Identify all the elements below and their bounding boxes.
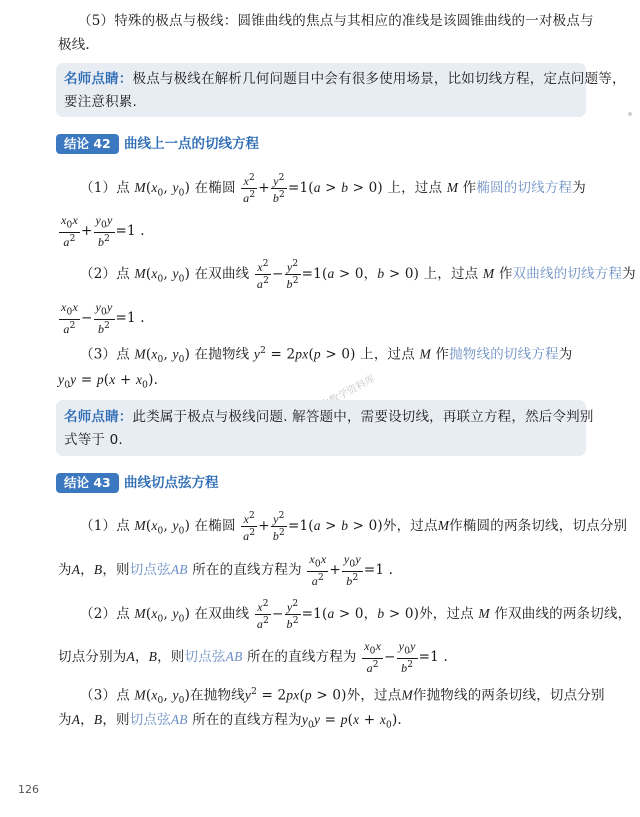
page-number: 126 bbox=[18, 783, 39, 796]
tip-line: 要注意积累. bbox=[64, 94, 137, 110]
formula-line: $\frac{x_0x}{a^2}$ + $\frac{y_0y}{b^2}$ =1 . bbox=[61, 213, 145, 250]
section-badge: 结论 43 bbox=[56, 473, 119, 493]
paragraph-line: 极线. bbox=[58, 37, 90, 53]
tip-line: 式等于 0. bbox=[64, 432, 123, 448]
item-line: （1）点 $M(x_0$, $y_0$) 在椭圆 $\frac{x^2}{a^2}$ + $\frac{y^2}{b^2}$ =1(a > b > 0)外，过点M作椭圆的两条切线，切点分别 bbox=[80, 511, 628, 543]
tip-line bbox=[64, 68, 626, 90]
item-line: （3）点 $M(x_0$, $y_0$)在抛物线$y^2 = 2px(p > 0)$外，过点M作抛物线的两条切线，切点分别 bbox=[80, 687, 605, 707]
section-badge: 结论 42 bbox=[56, 134, 119, 154]
item-line: 为A，B，则切点弦AB 所在的直线方程为$y_0y = p(x + x_0)$. bbox=[58, 712, 402, 731]
highlight-term: 切点弦 bbox=[129, 712, 171, 728]
tip-box bbox=[56, 400, 594, 456]
paragraph-line: （5）特殊的极点与极线：圆锥曲线的焦点与其相应的准线是该圆锥曲线的一对极点与 bbox=[78, 13, 594, 29]
highlight-term: 切点弦 bbox=[129, 562, 171, 579]
highlight-term: 双曲线的切线方程 bbox=[512, 266, 623, 282]
tip-box bbox=[56, 63, 626, 117]
section-title: 曲线切点弦方程 bbox=[124, 475, 219, 491]
tip-line bbox=[64, 406, 594, 428]
item-line: 为A，B，则切点弦AB 所在的直线方程为 $\frac{x_0x}{a^2}$ + $\frac{y_0y}{b^2}$ =1 . bbox=[58, 552, 394, 589]
item-line: （1）点 $M(x_0$, $y_0$) 在椭圆 $\frac{x^2}{a^2}$ + $\frac{y^2}{b^2}$ =1(a > b > 0) 上，过点 M 作椭圆的切线方程为 bbox=[80, 173, 586, 205]
item-line: （3）点 $M(x_0$, $y_0$) 在抛物线 $y^2 = 2px(p > 0)$ 上，过点 M 作抛物线的切线方程为 bbox=[80, 346, 573, 366]
formula-line: $y_0y = p(x + x_0)$. bbox=[58, 372, 159, 391]
formula-line: $\frac{x_0x}{a^2}$ − $\frac{y_0y}{b^2}$ =1 . bbox=[61, 300, 145, 337]
item-line: （2）点 $M(x_0$, $y_0$) 在双曲线 $\frac{x^2}{a^2}$ − $\frac{y^2}{b^2}$ =1(a > 0，b > 0)外，过点 M 作双曲线的两条切线， bbox=[80, 599, 632, 631]
page-edge-mark bbox=[628, 112, 632, 116]
tip-text: 极点与极线在解析几何问题目中会有很多使用场景，比如切线方程，定点问题等， bbox=[132, 71, 626, 87]
highlight-term: 抛物线的切线方程 bbox=[449, 346, 559, 363]
highlight-term: 椭圆的切线方程 bbox=[476, 180, 573, 196]
tip-title: 名师点睛： bbox=[64, 409, 133, 425]
section-title: 曲线上一点的切线方程 bbox=[124, 136, 259, 152]
item-line: （2）点 $M(x_0$, $y_0$) 在双曲线 $\frac{x^2}{a^2}$ − $\frac{y^2}{b^2}$ =1(a > 0，b > 0) 上，过点 M 作双曲线的切线方程为 bbox=[80, 259, 636, 291]
item-line: 切点分别为A，B，则切点弦AB 所在的直线方程为 $\frac{x_0x}{a^2}$ − $\frac{y_0y}{b^2}$ =1 . bbox=[58, 639, 448, 676]
tip-text: 此类属于极点与极线问题. 解答题中，需要设切线，再联立方程，然后令判别 bbox=[132, 409, 594, 425]
highlight-term: 切点弦 bbox=[184, 649, 226, 666]
tip-title: 名师点睛： bbox=[64, 71, 133, 87]
